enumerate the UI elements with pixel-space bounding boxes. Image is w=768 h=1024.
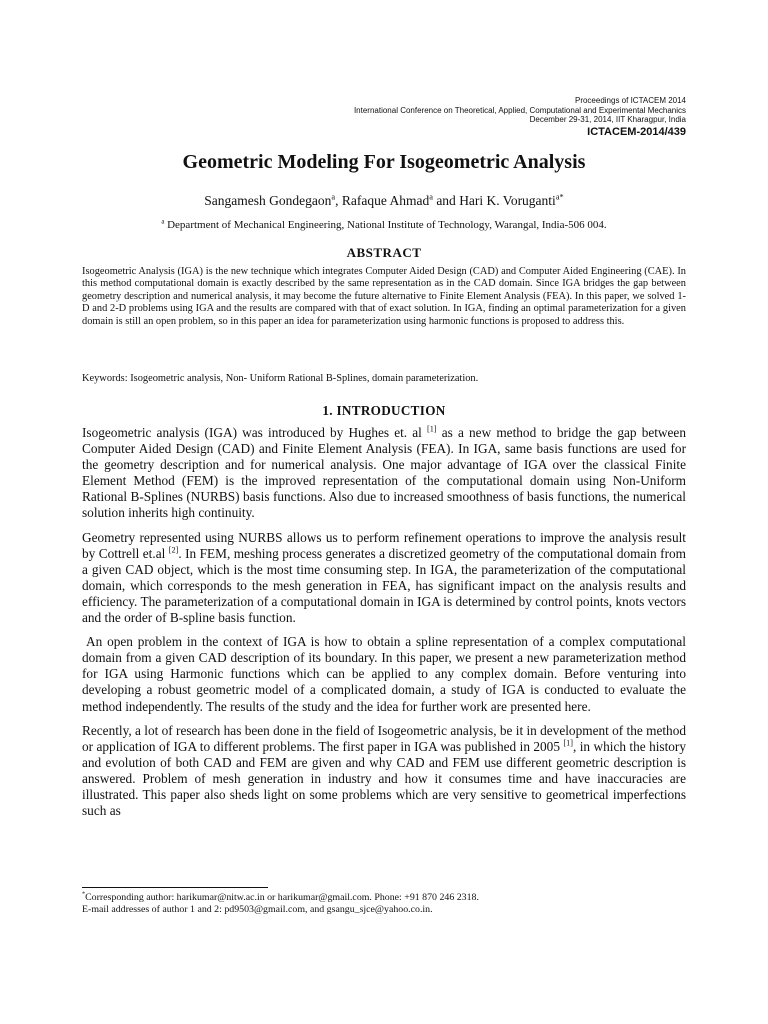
author-separator: , [335, 193, 342, 208]
proceedings-header [354, 96, 686, 139]
proceedings-title: Proceedings of ICTACEM 2014 [574, 96, 686, 105]
conference-date-venue: December 29-31, 2014, IIT Kharagpur, India [529, 115, 686, 124]
keywords: Keywords: Isogeometric analysis, Non- Uniform Rational B-Splines, domain parameterization. [82, 373, 479, 384]
footnotes [82, 892, 686, 916]
paragraph-text: Recently, a lot of research has been done in the field of Isogeometric analysis, be it in development of the method or application of IGA to different problems. The first paper in IGA was published in 2005 [82, 722, 686, 754]
paragraph-text: as a new method to bridge the gap between Computer Aided Design (CAD) and Finite Element Analysis (FEA). In IGA, same basis functions are used for the geometry description and for numerical analysis. One major advantage of IGA over the classical Finite Element Method (FEM) is the improved representation of the computational domain using Non-Uniform Rational B-Splines (NURBS) basis functions. Also due to increased smoothness of basis functions, the numerical solution inherits high continuity. [82, 425, 686, 521]
author-1-affil-mark: a [331, 192, 336, 202]
citation-ref[interactable]: [1] [427, 424, 437, 434]
citation-ref[interactable]: [1] [563, 738, 573, 748]
abstract-text: Isogeometric Analysis (IGA) is the new technique which integrates Computer Aided Design (CAD) and Computer Aided Engineering (CAE). In this method computational domain is exactly described by the same representation as in the CAD domain. Since IGA bridges the gap between geometry description and numerical analysis, it may become the future alternative to Finite Element Analysis (FEA). In this paper, we solved 1-D and 2-D problems using IGA and the results are compared with that of exact solution. In IGA, finding an optimal parameterization for a given domain is still an open problem, so in this paper an idea for parameterization using harmonic functions is proposed to address this. [82, 266, 686, 327]
paragraph-text: , in which the history and evolution of both CAD and FEM are given and why CAD and FEM use different geometric description is answered. Problem of mesh generation in industry and how it consumes time and have inaccuracies are illustrated. This paper also sheds light on some problems which are very sensitive to geometrical imperfections such as [82, 738, 686, 819]
conference-name: International Conference on Theoretical, Applied, Computational and Experimental Mechanics [353, 105, 686, 115]
paragraph-text: Geometry represented using NURBS allows us to perform refinement operations to improve the analysis result by Cottrell et.al [82, 529, 686, 561]
author-separator: and [432, 193, 460, 208]
affiliation-text: Department of Mechanical Engineering, National Institute of Technology, Warangal, India-506 004. [164, 219, 607, 231]
affiliation [0, 219, 768, 231]
section-heading-introduction: 1. INTRODUCTION [322, 403, 446, 418]
author-list [0, 193, 768, 209]
paragraph-text: Isogeometric analysis (IGA) was introduced by Hughes et. al [82, 425, 428, 440]
paragraph [82, 723, 686, 820]
corresponding-author-note [82, 892, 686, 904]
paragraph [82, 530, 686, 627]
author-3-affil-mark: a* [555, 192, 564, 202]
paragraph [82, 425, 686, 522]
paragraph-text: . In FEM, meshing process generates a discretized geometry of the computational domain from a given CAD object, which is the most time consuming step. In IGA, the parameterization of the computational domain, which corresponds to the mesh generation in FEA, has significant impact on the analysis results and efficiency. The parameterization of a computational domain in IGA is determined by control points, knots vectors and the order of B-spline basis function. [82, 545, 686, 626]
footnote-mark: * [82, 891, 86, 898]
citation-ref[interactable]: [2] [168, 545, 179, 555]
author-1: Sangamesh Gondegaon [204, 193, 332, 208]
author-3: Hari K. Voruganti [459, 193, 556, 208]
affiliation-mark: a [161, 218, 165, 226]
footnote-text: Corresponding author: harikumar@nitw.ac.in or harikumar@gmail.com. Phone: +91 870 246 2318. [85, 892, 479, 903]
abstract-heading: ABSTRACT [346, 245, 422, 260]
author-2: Rafaque Ahmad [341, 193, 430, 208]
introduction-body [82, 425, 686, 827]
author-emails-note: E-mail addresses of author 1 and 2: pd9503@gmail.com, and gsangu_sjce@yahoo.co.in. [82, 904, 433, 916]
paragraph: An open problem in the context of IGA is how to obtain a spline representation of a complex computational domain from a given CAD description of its boundary. In this paper, we present a new parameterization method for IGA using Harmonic functions which can be applied to any complex domain. Before venturing into developing a robust geometric model of a complicated domain, a study of IGA is conducted to evaluate the method independently. The results of the study and the idea for further work are presented here. [82, 634, 686, 714]
author-2-affil-mark: a [429, 192, 433, 202]
paper-title: Geometric Modeling For Isogeometric Analysis [182, 151, 586, 173]
footnote-divider [82, 887, 268, 888]
paper-code: ICTACEM-2014/439 [587, 125, 686, 138]
